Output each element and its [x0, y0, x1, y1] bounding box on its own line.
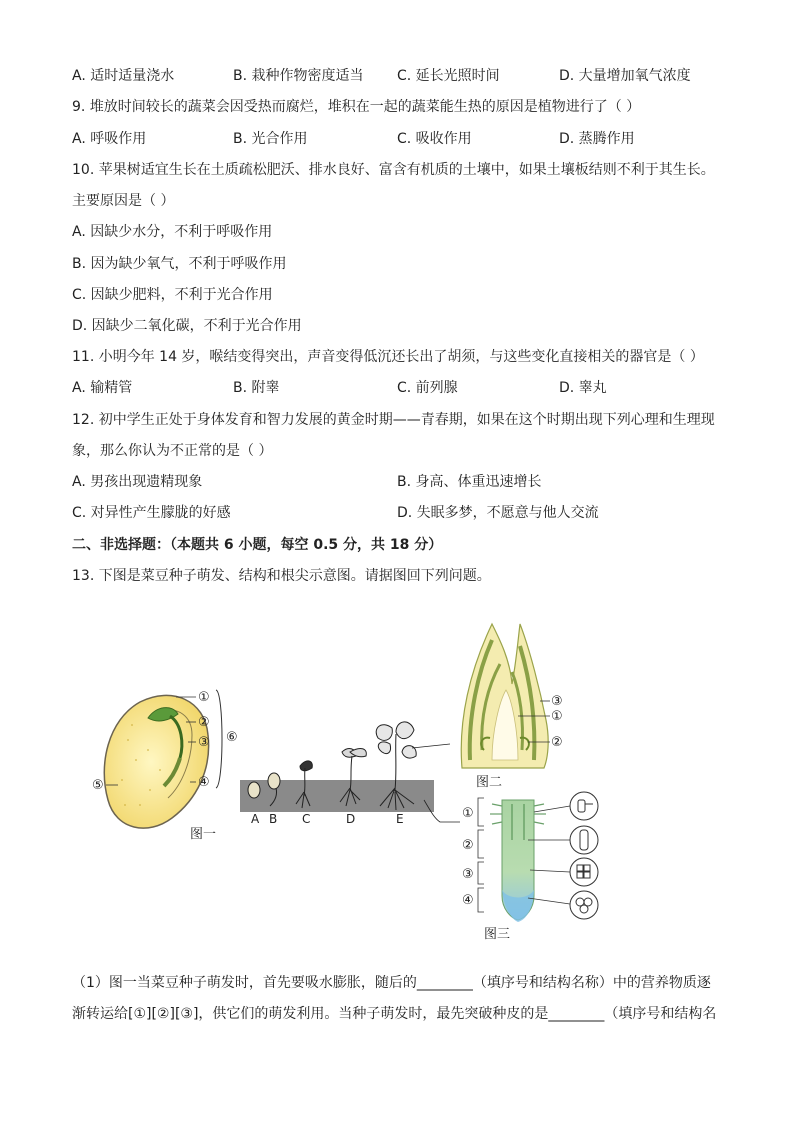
fig2-label-1: ①: [551, 709, 563, 724]
q11-option-c: C. 前列腺: [397, 380, 458, 396]
fig3-label-1: ①: [462, 806, 474, 821]
cell-detail-cap: [570, 891, 598, 919]
fig1-label-4: ④: [198, 775, 210, 790]
fig1-label-2: ②: [198, 715, 210, 730]
fig2-label-2: ②: [551, 735, 563, 750]
q10-stem-line1: 10. 苹果树适宜生长在土质疏松肥沃、排水良好、富含有机质的土壤中，如果土壤板结则不利于其生长。: [72, 162, 715, 178]
q11-option-b: B. 附睾: [233, 380, 280, 396]
q8-option-d: D. 大量增加氧气浓度: [559, 68, 691, 84]
q9-option-b: B. 光合作用: [233, 131, 308, 147]
q10-option-d: D. 因缺少二氧化碳，不利于光合作用: [72, 318, 302, 334]
stage-label-b: B: [269, 812, 278, 826]
q10-stem-line2: 主要原因是（ ）: [72, 193, 175, 209]
q13-stem: 13. 下图是菜豆种子萌发、结构和根尖示意图。请据图回下列问题。: [72, 568, 491, 584]
q9-stem: 9. 堆放时间较长的蔬菜会因受热而腐烂，堆积在一起的蔬菜能生热的原因是植物进行了（ ）: [72, 99, 641, 115]
q9-option-c: C. 吸收作用: [397, 131, 472, 147]
q8-option-b: B. 栽种作物密度适当: [233, 68, 364, 84]
fig1-label-6: ⑥: [226, 730, 238, 745]
fig3-label-2: ②: [462, 838, 474, 853]
q11-option-d: D. 睾丸: [559, 380, 607, 396]
fig2-caption: 图二: [476, 775, 503, 790]
fig1-label-5: ⑤: [92, 778, 104, 793]
fig1-label-3: ③: [198, 735, 210, 750]
figure-2-bud-section: [461, 624, 550, 768]
q12-stem-line2: 象，那么你认为不正常的是（ ）: [72, 443, 273, 459]
germination-stages: [240, 722, 460, 826]
q11-stem: 11. 小明今年 14 岁，喉结变得突出，声音变得低沉还长出了胡须，与这些变化直接相关的器官是（ ）: [72, 349, 704, 365]
stage-label-e: E: [396, 812, 404, 826]
stage-label-a: A: [251, 812, 260, 826]
q10-option-b: B. 因为缺少氧气，不利于呼吸作用: [72, 256, 287, 272]
q12-option-d: D. 失眠多梦，不愿意与他人交流: [397, 505, 599, 521]
stage-label-d: D: [346, 812, 356, 826]
figure-3-root-tip: [478, 792, 598, 922]
q10-option-a: A. 因缺少水分，不利于呼吸作用: [72, 224, 273, 240]
q9-option-d: D. 蒸腾作用: [559, 131, 635, 147]
fig3-label-3: ③: [462, 867, 474, 882]
fig1-caption: 图一: [190, 827, 217, 842]
q12-stem-line1: 12. 初中学生正处于身体发育和智力发展的黄金时期——青春期，如果在这个时期出现下列心理和生理现: [72, 412, 715, 428]
stage-label-c: C: [302, 812, 311, 826]
q13-part1-line1: （1）图一当菜豆种子萌发时，首先要吸水膨胀，随后的________（填序号和结构名称）中的营养物质逐: [72, 975, 711, 991]
q8-option-a: A. 适时适量浇水: [72, 68, 175, 84]
fig2-label-3: ③: [551, 694, 563, 709]
q12-option-c: C. 对异性产生朦胧的好感: [72, 505, 231, 521]
q8-option-c: C. 延长光照时间: [397, 68, 500, 84]
q12-option-a: A. 男孩出现遗精现象: [72, 474, 203, 490]
fig3-caption: 图三: [484, 927, 511, 942]
q11-option-a: A. 输精管: [72, 380, 133, 396]
fig1-label-1: ①: [198, 690, 210, 705]
cell-detail-elongation: [570, 826, 598, 854]
q10-option-c: C. 因缺少肥料，不利于光合作用: [72, 287, 273, 303]
fig3-label-4: ④: [462, 893, 474, 908]
q13-part1-line2: 渐转运给[①][②][③]，供它们的萌发利用。当种子萌发时，最先突破种皮的是________（填序号和结构名: [72, 1006, 717, 1022]
cell-detail-meristem: [570, 858, 598, 886]
stage-a: [248, 782, 260, 798]
q9-option-a: A. 呼吸作用: [72, 131, 147, 147]
cell-detail-root-hair: [570, 792, 598, 820]
figure-1-bean-seed: [104, 690, 222, 828]
q12-option-b: B. 身高、体重迅速增长: [397, 474, 542, 490]
section2-heading: 二、非选择题：（本题共 6 小题，每空 0.5 分，共 18 分）: [72, 537, 443, 553]
